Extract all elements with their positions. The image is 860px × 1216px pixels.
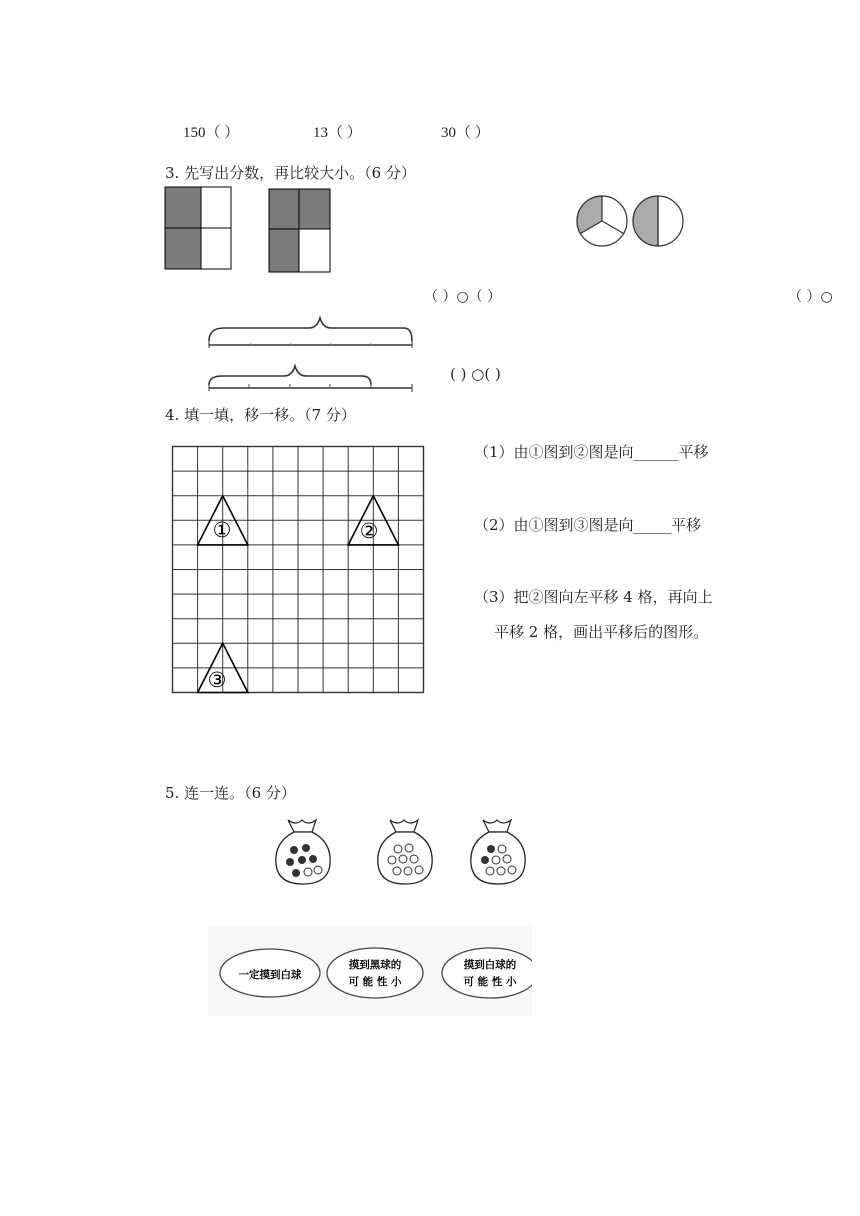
q4-part1: （1）由①图到②图是向______平移 xyxy=(474,443,709,461)
q4-part2: （2）由①图到③图是向_____平移 xyxy=(474,516,702,534)
q4-shape-label-3: ③ xyxy=(207,668,227,692)
q3-circle-figures xyxy=(572,192,690,250)
q3-compare-circles: （ ）○ xyxy=(788,289,833,305)
top-blank-150: 150（ ） xyxy=(183,125,240,141)
q4-part3-line1: （3）把②图向左平移 4 格，再向上 xyxy=(474,588,713,606)
q3-square-figures xyxy=(160,184,340,276)
q5-oval-2 xyxy=(327,948,423,998)
q4-part3-line2: 平移 2 格，画出平移后的图形。 xyxy=(494,623,709,641)
q3-compare-squares: （ ）○（ ） xyxy=(424,289,502,305)
q5-oval-1-line1: 一定摸到白球 xyxy=(238,969,302,981)
q3-title: 3. 先写出分数，再比较大小。（6 分） xyxy=(165,164,416,182)
q4-shape-label-1: ① xyxy=(212,518,232,542)
q5-oval-2-line2: 可 能 性 小 xyxy=(348,976,402,988)
q5-oval-3 xyxy=(442,948,532,998)
q5-ovals xyxy=(208,926,532,1016)
q5-oval-3-line2: 可 能 性 小 xyxy=(463,976,517,988)
q5-oval-2-line1: 摸到黑球的 xyxy=(348,959,402,971)
q4-shape-label-2: ② xyxy=(359,519,379,543)
q4-grid xyxy=(170,444,426,696)
q5-bag-3 xyxy=(465,816,531,888)
top-blank-30: 30（ ） xyxy=(441,125,490,141)
q5-oval-3-line1: 摸到白球的 xyxy=(463,959,517,971)
q4-title: 4. 填一填，移一移。（7 分） xyxy=(165,406,356,424)
top-blank-13: 13（ ） xyxy=(313,125,362,141)
q5-bag-2 xyxy=(372,816,438,888)
q3-ruler-braces xyxy=(204,314,416,392)
q5-bag-1 xyxy=(270,816,336,888)
q3-compare-braces: ( ) ○( ) xyxy=(450,365,501,383)
q5-title: 5. 连一连。（6 分） xyxy=(165,784,296,802)
